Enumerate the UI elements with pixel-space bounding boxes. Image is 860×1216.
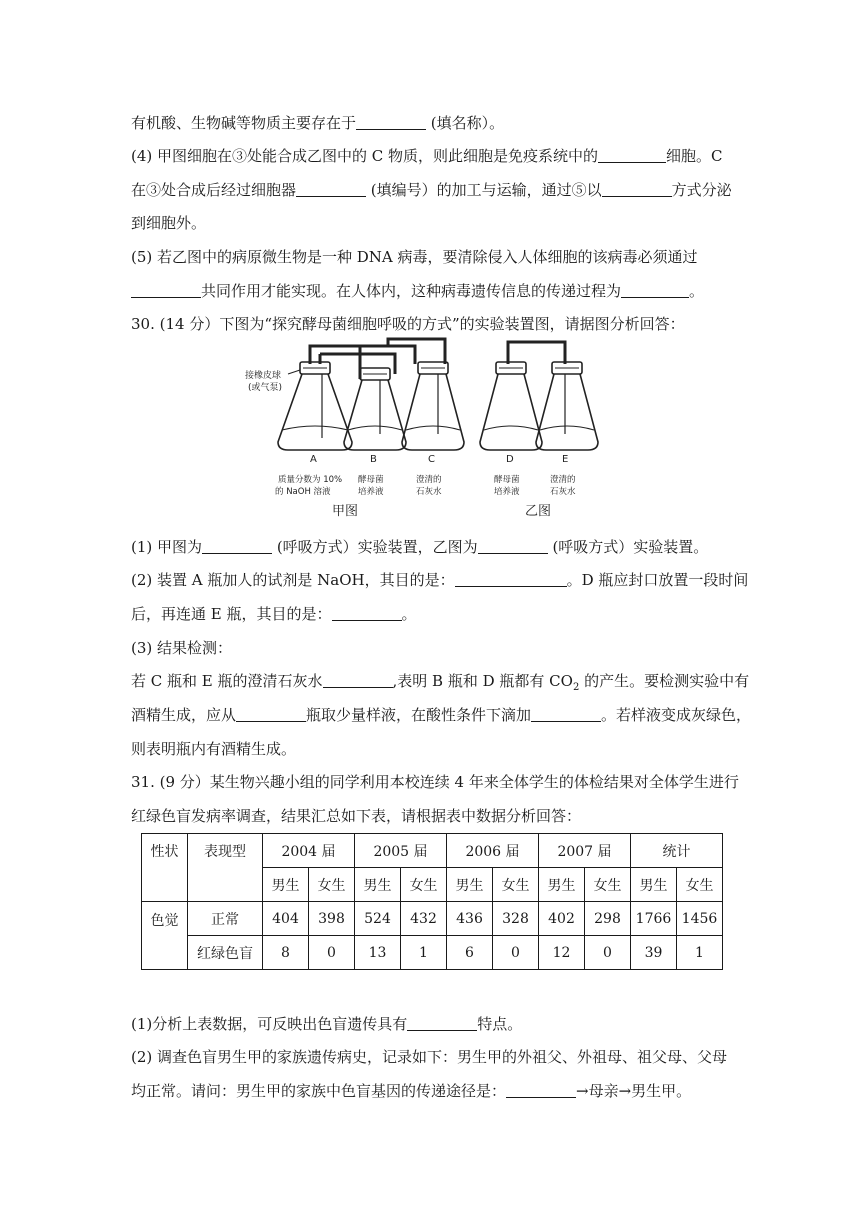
text-line: 均正常。请问：男生甲的家族中色盲基因的传递途径是： →母亲→男生甲。	[131, 1082, 692, 1100]
value-cell: 298	[585, 902, 631, 936]
question-31: 31. (9 分）某生物兴趣小组的同学利用本校连续 4 年来全体学生的体检结果对全体学生进行	[131, 773, 739, 791]
text-line: 若 C 瓶和 E 瓶的澄清石灰水 ,表明 B 瓶和 D 瓶都有 $CO_2$ 的产生。要检测实验中有	[131, 672, 750, 693]
sex-cell: 男生	[355, 868, 401, 902]
question-4: (4) 甲图细胞在③处能合成乙图中的 C 物质，则此细胞是免疫系统中的 细胞。C	[131, 147, 723, 165]
flask-label: 培养液	[358, 487, 384, 497]
answer-blank	[236, 706, 306, 722]
header-year: 2005 届	[355, 834, 447, 868]
question-30-2: (2) 装置 A 瓶加人的试剂是 NaOH，其目的是： 。D 瓶应封口放置一段时间	[131, 571, 749, 589]
flask-label: 澄清的	[416, 475, 442, 485]
value-cell: 432	[401, 902, 447, 936]
question-30: 30. (14 分）下图为“探究酵母菌细胞呼吸的方式”的实验装置图，请据图分析回答：	[131, 315, 685, 333]
answer-blank	[531, 706, 601, 722]
flask-label: 质量分数为 10%	[278, 475, 343, 485]
value-cell: 1	[401, 936, 447, 970]
value-cell: 6	[447, 936, 493, 970]
text-line: 则表明瓶内有酒精生成。	[131, 740, 297, 758]
answer-blank	[602, 181, 672, 197]
value-cell: 404	[263, 902, 309, 936]
caption-jia: 甲图	[332, 504, 359, 519]
flask-e	[536, 362, 598, 497]
sex-cell: 男生	[539, 868, 585, 902]
answer-blank	[356, 114, 426, 130]
pump-label: 接橡皮球	[245, 371, 282, 381]
flask-letter: D	[506, 454, 514, 465]
header-trait: 性状	[142, 834, 188, 868]
sex-cell: 女生	[309, 868, 355, 902]
answer-blank	[296, 181, 366, 197]
pump-label: (或气泵)	[248, 383, 283, 393]
answer-blank	[506, 1082, 576, 1098]
header-year: 2006 届	[447, 834, 539, 868]
flask-label: 的 NaOH 溶液	[275, 487, 331, 497]
apparatus-figure	[240, 334, 610, 522]
flask-d	[480, 362, 542, 497]
text-line: 酒精生成，应从 瓶取少量样液，在酸性条件下滴加 。若样液变成灰绿色，	[131, 706, 752, 724]
flask-label: 酵母菌	[494, 475, 520, 485]
sex-cell: 男生	[447, 868, 493, 902]
phenotype-cell: 正常	[188, 902, 263, 936]
sex-cell: 男生	[263, 868, 309, 902]
flask-label: 石灰水	[550, 487, 576, 497]
value-cell: 0	[585, 936, 631, 970]
value-cell: 8	[263, 936, 309, 970]
answer-blank	[621, 282, 689, 298]
header-year: 2007 届	[539, 834, 631, 868]
text-line: 到细胞外。	[131, 214, 207, 232]
answer-blank	[598, 147, 666, 163]
question-31-2: (2) 调查色盲男生甲的家族遗传病史，记录如下：男生甲的外祖父、外祖母、祖父母、父母	[131, 1048, 728, 1066]
trait-cell: 色觉	[142, 902, 188, 970]
flask-label: 澄清的	[550, 475, 576, 485]
answer-blank	[407, 1015, 477, 1031]
text-line: 在③处合成后经过细胞器 (填编号）的加工与运输，通过⑤以 方式分泌	[131, 181, 732, 199]
flask-b	[344, 368, 406, 497]
answer-blank	[323, 672, 393, 688]
text-line: 后，再连通 E 瓶，其目的是： 。	[131, 605, 417, 623]
value-cell: 524	[355, 902, 401, 936]
flask-label: 酵母菌	[358, 475, 384, 485]
empty-cell	[188, 868, 263, 902]
value-cell: 402	[539, 902, 585, 936]
flask-letter: E	[562, 454, 569, 465]
flask-letter: B	[370, 454, 377, 465]
text-line: 共同作用才能实现。在人体内，这种病毒遗传信息的传递过程为 。	[131, 281, 704, 301]
flask-label: 培养液	[494, 487, 520, 497]
value-cell: 328	[493, 902, 539, 936]
value-cell: 0	[493, 936, 539, 970]
sex-cell: 女生	[401, 868, 447, 902]
phenotype-cell: 红绿色盲	[188, 936, 263, 970]
header-total: 统计	[631, 834, 723, 868]
sex-cell: 男生	[631, 868, 677, 902]
question-5: (5) 若乙图中的病原微生物是一种 DNA 病毒，要清除侵入人体细胞的该病毒必须通过	[131, 248, 698, 266]
header-phenotype: 表现型	[188, 834, 263, 868]
value-cell: 1766	[631, 902, 677, 936]
value-cell: 398	[309, 902, 355, 936]
flask-c	[402, 362, 464, 497]
sex-cell: 女生	[585, 868, 631, 902]
question-31-1: (1)分析上表数据，可反映出色盲遗传具有 特点。	[131, 1015, 523, 1033]
value-cell: 436	[447, 902, 493, 936]
value-cell: 39	[631, 936, 677, 970]
answer-blank	[332, 605, 402, 621]
flask-a	[275, 362, 352, 497]
value-cell: 13	[355, 936, 401, 970]
header-year: 2004 届	[263, 834, 355, 868]
flask-letter: A	[310, 454, 317, 465]
answer-blank	[455, 571, 567, 587]
colorblind-table	[141, 833, 723, 970]
value-cell: 0	[309, 936, 355, 970]
value-cell: 12	[539, 936, 585, 970]
answer-blank	[202, 538, 272, 554]
flask-label: 石灰水	[416, 487, 442, 497]
caption-yi: 乙图	[525, 504, 552, 519]
sex-cell: 女生	[493, 868, 539, 902]
text-line: 红绿色盲发病率调查，结果汇总如下表，请根据表中数据分析回答：	[131, 807, 582, 825]
answer-blank	[131, 282, 201, 298]
value-cell: 1456	[677, 902, 723, 936]
question-30-3: (3) 结果检测：	[131, 639, 233, 657]
text-line: 有机酸、生物碱等物质主要存在于 (填名称）。	[131, 114, 505, 132]
answer-blank	[478, 538, 548, 554]
empty-cell	[142, 868, 188, 902]
question-30-1: (1) 甲图为 (呼吸方式）实验装置，乙图为 (呼吸方式）实验装置。	[131, 538, 709, 556]
sex-cell: 女生	[677, 868, 723, 902]
flask-letter: C	[428, 454, 435, 465]
value-cell: 1	[677, 936, 723, 970]
